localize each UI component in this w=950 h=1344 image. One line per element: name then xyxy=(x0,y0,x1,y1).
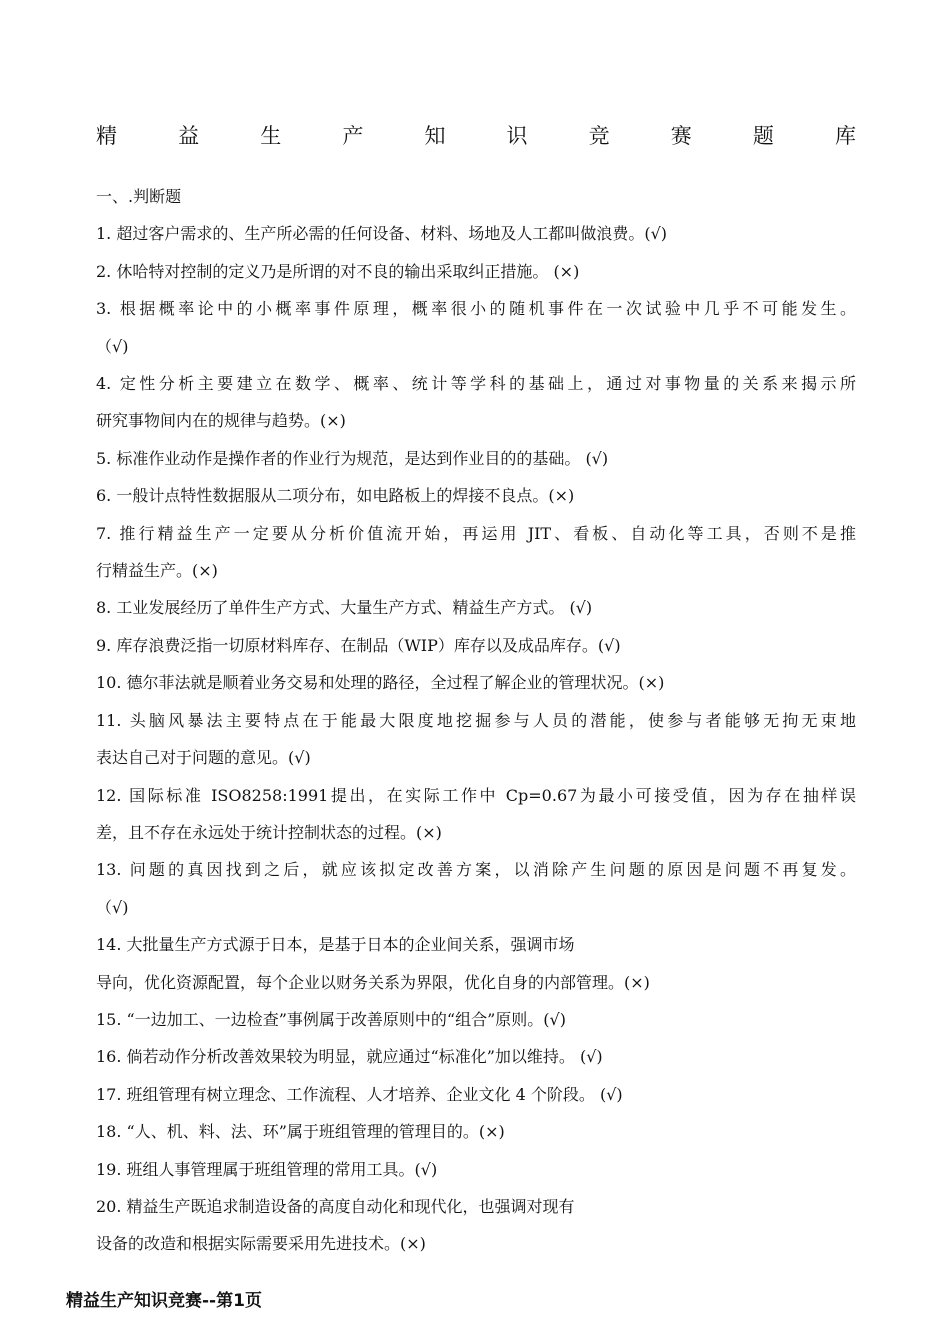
question-line: 1. 超过客户需求的、生产所必需的任何设备、材料、场地及人工都叫做浪费。(√) xyxy=(96,224,668,244)
title-char: 精 xyxy=(96,124,117,148)
question-line: 10. 德尔菲法就是顺着业务交易和处理的路径，全过程了解企业的管理状况。(×) xyxy=(96,673,665,693)
question-line: 5. 标准作业动作是操作者的作业行为规范，是达到作业目的的基础。 (√) xyxy=(96,448,609,468)
title-char: 知 xyxy=(424,124,446,148)
question-line: 14. 大批量生产方式源于日本，是基于日本的企业间关系，强调市场 xyxy=(96,935,575,955)
question-line: 3. 根据概率论中的小概率事件原理，概率很小的随机事件在一次试验中几乎不可能发生。 xyxy=(96,299,856,319)
question-line: 导向，优化资源配置，每个企业以财务关系为界限，优化自身的内部管理。(×) xyxy=(96,972,650,992)
question-line: 9. 库存浪费泛指一切原材料库存、在制品（WIP）库存以及成品库存。(√) xyxy=(96,635,621,655)
question-line: 表达自己对于问题的意见。(√) xyxy=(96,748,311,768)
page-footer: 精益生产知识竞赛--第1页 xyxy=(66,1291,262,1311)
question-line: 4. 定性分析主要建立在数学、概率、统计等学科的基础上，通过对事物量的关系来揭示所 xyxy=(96,374,856,394)
question-line: （√) xyxy=(96,336,129,356)
question-line: 18. “人、机、料、法、环”属于班组管理的管理目的。(×) xyxy=(96,1122,505,1142)
question-line: 19. 班组人事管理属于班组管理的常用工具。(√) xyxy=(96,1159,438,1179)
title-char: 生 xyxy=(260,124,282,148)
title-char: 竞 xyxy=(588,124,610,148)
question-line: 设备的改造和根据实际需要采用先进技术。(×) xyxy=(96,1234,426,1254)
question-line: 13. 问题的真因找到之后，就应该拟定改善方案，以消除产生问题的原因是问题不再复发。 xyxy=(96,860,856,880)
question-line: 8. 工业发展经历了单件生产方式、大量生产方式、精益生产方式。 (√) xyxy=(96,598,593,618)
question-line: 11. 头脑风暴法主要特点在于能最大限度地挖掘参与人员的潜能，使参与者能够无拘无束地 xyxy=(96,710,856,730)
question-line: 6. 一般计点特性数据服从二项分布，如电路板上的焊接不良点。(×) xyxy=(96,486,575,506)
question-list xyxy=(96,178,856,1263)
document-title xyxy=(96,120,856,150)
question-line: 20. 精益生产既追求制造设备的高度自动化和现代化，也强调对现有 xyxy=(96,1196,575,1216)
question-line: （√) xyxy=(96,897,129,917)
question-line: 研究事物间内在的规律与趋势。(×) xyxy=(96,411,346,431)
question-line: 7. 推行精益生产一定要从分析价值流开始，再运用 JIT、看板、自动化等工具，否则不是推 xyxy=(96,523,856,543)
title-char: 识 xyxy=(506,124,528,148)
title-char: 产 xyxy=(342,124,364,148)
title-char: 题 xyxy=(752,124,774,148)
title-char: 益 xyxy=(178,124,200,148)
question-line: 16. 倘若动作分析改善效果较为明显，就应通过“标准化”加以维持。 (√) xyxy=(96,1047,603,1067)
question-line: 差，且不存在永远处于统计控制状态的过程。(×) xyxy=(96,822,442,842)
title-char: 赛 xyxy=(670,124,692,148)
section-heading: 一、.判断题 xyxy=(96,187,182,206)
question-line: 15. “一边加工、一边检查”事例属于改善原则中的“组合”原则。(√) xyxy=(96,1009,566,1029)
title-char: 库 xyxy=(834,124,856,148)
question-line: 2. 休哈特对控制的定义乃是所谓的对不良的输出采取纠正措施。 (×) xyxy=(96,261,580,281)
question-line: 17. 班组管理有树立理念、工作流程、人才培养、企业文化 4 个阶段。 (√) xyxy=(96,1084,623,1104)
question-line: 12. 国际标准 ISO8258:1991提出，在实际工作中 Cp=0.67为最小可接受值，因为存在抽样误 xyxy=(96,785,856,805)
question-line: 行精益生产。(×) xyxy=(96,561,218,581)
